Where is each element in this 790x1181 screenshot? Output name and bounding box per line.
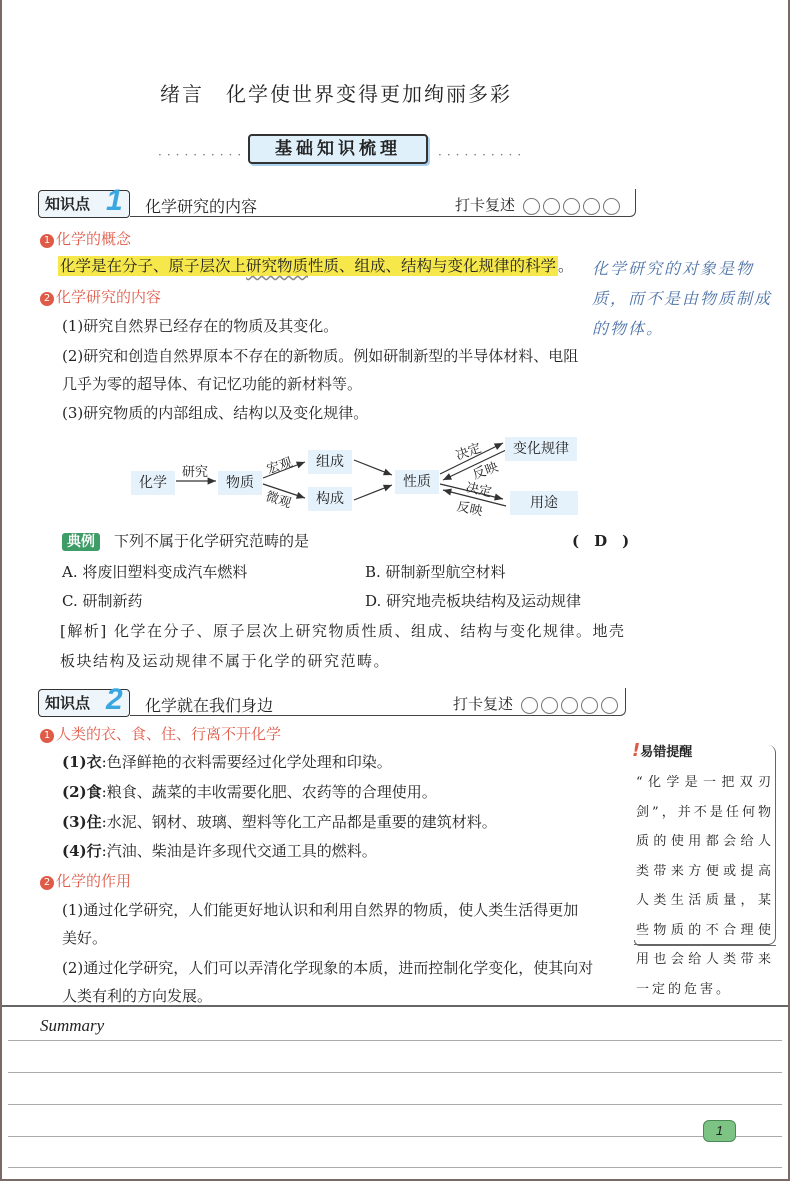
diagram-node: 变化规律 (505, 437, 577, 461)
content-line: (3)研究物质的内部组成、结构以及变化规律。 (62, 404, 369, 422)
kp-title: 化学研究的内容 (145, 197, 258, 216)
kp-label: 知识点 (38, 190, 130, 218)
diagram-node: 组成 (308, 450, 352, 474)
period: 。 (558, 257, 574, 275)
diagram-label: 反映 (455, 499, 484, 520)
checkin-review (455, 195, 620, 215)
page-title: 绪言 化学使世界变得更加绚丽多彩 (160, 82, 512, 106)
content-line: (2)研究和创造自然界原本不存在的新物质。例如研制新型的半导体材料、电阻 (62, 347, 579, 365)
example-question (62, 531, 309, 552)
tip-title: 易错提醒 (640, 745, 693, 760)
tip-text: “化学是一把双刃剑”，并不是任何物质的使用都会给人类带来方便或提高人类生活质量，某些物质的不合理使用也会给人类带来一定的危害。 (636, 775, 774, 997)
example-tag: 典例 (62, 533, 100, 551)
content-line: (1)研究自然界已经存在的物质及其变化。 (62, 317, 339, 335)
checkin-review (453, 694, 618, 714)
summary-rule (8, 1040, 782, 1041)
content-line (62, 782, 437, 802)
option-b: B. 研制新型航空材料 (365, 563, 506, 581)
analysis-line: 板块结构及运动规律不属于化学的研究范畴。 (60, 652, 391, 670)
item-key: (3)住 (62, 813, 102, 831)
section-number: 2 (40, 876, 54, 890)
handwritten-note-line: 质，而不是由物质制成 (592, 289, 773, 308)
checkin-circle[interactable] (601, 697, 618, 714)
page-number: 1 (703, 1120, 736, 1142)
diagram-node: 化学 (131, 471, 175, 495)
checkin-circle[interactable] (603, 198, 620, 215)
definition-text: 化学是在分子、原子层次上 (60, 257, 247, 275)
tip-heading (632, 740, 696, 761)
knowledge-point-2-header (0, 683, 790, 718)
kp-label: 知识点 (38, 689, 130, 717)
diagram-node: 构成 (308, 487, 352, 511)
content-line (62, 752, 392, 772)
handwritten-note-line: 的物体。 (592, 319, 665, 338)
example-answer: ( D ) (572, 532, 630, 550)
section-title: 化学研究的内容 (56, 288, 162, 306)
content-line: (2)通过化学研究，人们可以弄清化学现象的本质，进而控制化学变化，使其向对 (62, 959, 594, 977)
item-key: (4)行 (62, 842, 102, 860)
content-line: 美好。 (62, 929, 108, 947)
checkin-label: 打卡复述 (453, 695, 514, 713)
content-line: 人类有利的方向发展。 (62, 987, 213, 1005)
analysis-line (60, 621, 626, 641)
checkin-circle[interactable] (541, 697, 558, 714)
knowledge-point-1-header (0, 184, 790, 219)
analysis-text: 化学在分子、原子层次上研究物质性质、组成、结构与变化规律。地壳 (114, 622, 626, 640)
diagram-label: 微观 (263, 489, 294, 512)
item-value: :汽油、柴油是许多现代交通工具的燃料。 (101, 842, 377, 860)
checkin-label: 打卡复述 (455, 196, 516, 214)
summary-rule (8, 1104, 782, 1105)
section-number: 1 (40, 729, 54, 743)
item-value: :水泥、钢材、玻璃、塑料等化工产品都是重要的建筑材料。 (101, 813, 497, 831)
definition (58, 256, 574, 276)
checkin-circle[interactable] (581, 697, 598, 714)
section-number: 1 (40, 234, 54, 248)
definition-emphasis: 研究物质 (246, 257, 309, 275)
checkin-circle[interactable] (561, 697, 578, 714)
section-number: 2 (40, 292, 54, 306)
divider-dots-left: ·········· (158, 148, 247, 162)
item-key: (1)衣 (62, 753, 102, 771)
diagram-node: 性质 (395, 470, 439, 494)
kp-title: 化学就在我们身边 (145, 696, 274, 715)
section-title: 化学的概念 (56, 230, 132, 248)
item-value: :粮食、蔬菜的丰收需要化肥、农药等的合理使用。 (101, 783, 437, 801)
divider-dots-right: ·········· (438, 148, 527, 162)
checkin-circle[interactable] (583, 198, 600, 215)
summary-rule (8, 1167, 782, 1168)
content-line (62, 812, 497, 832)
analysis-tag: [解析] (60, 622, 108, 640)
section-heading (40, 286, 161, 307)
section-heading (40, 870, 131, 891)
diagram-label: 反映 (470, 459, 501, 483)
section-title: 化学的作用 (56, 872, 132, 890)
diagram-label: 决定 (453, 440, 484, 464)
content-line (62, 841, 377, 861)
summary-label: Summary (40, 1016, 105, 1035)
diagram-label: 决定 (464, 480, 493, 501)
option-d: D. 研究地壳板块结构及运动规律 (365, 592, 582, 610)
exclamation-icon: ! (632, 740, 641, 761)
summary-divider (2, 1005, 788, 1007)
checkin-circle[interactable] (523, 198, 540, 215)
item-value: :色泽鲜艳的衣料需要经过化学处理和印染。 (101, 753, 392, 771)
option-c: C. 研制新药 (62, 592, 143, 610)
diagram-label: 宏观 (264, 455, 295, 478)
content-line: 几乎为零的超导体、有记忆功能的新材料等。 (62, 375, 363, 393)
section-heading (40, 228, 131, 249)
kp-number: 1 (106, 184, 123, 217)
section-title: 人类的衣、食、住、行离不开化学 (56, 725, 282, 743)
section-heading (40, 723, 281, 744)
section-banner: 基础知识梳理 (248, 134, 428, 164)
handwritten-note-line: 化学研究的对象是物 (592, 259, 755, 278)
option-a: A. 将废旧塑料变成汽车燃料 (62, 563, 248, 581)
checkin-circle[interactable] (543, 198, 560, 215)
kp-number: 2 (106, 683, 123, 716)
diagram-node: 用途 (510, 491, 578, 515)
question-text: 下列不属于化学研究范畴的是 (114, 532, 310, 550)
diagram-label: 研究 (182, 465, 209, 480)
checkin-circle[interactable] (563, 198, 580, 215)
content-line: (1)通过化学研究，人们能更好地认识和利用自然界的物质，使人类生活得更加 (62, 901, 579, 919)
definition-text: 性质、组成、结构与变化规律的科学 (308, 257, 557, 275)
summary-rule (8, 1136, 782, 1137)
diagram-node: 物质 (218, 471, 262, 495)
checkin-circle[interactable] (521, 697, 538, 714)
summary-rule (8, 1072, 782, 1073)
item-key: (2)食 (62, 783, 102, 801)
